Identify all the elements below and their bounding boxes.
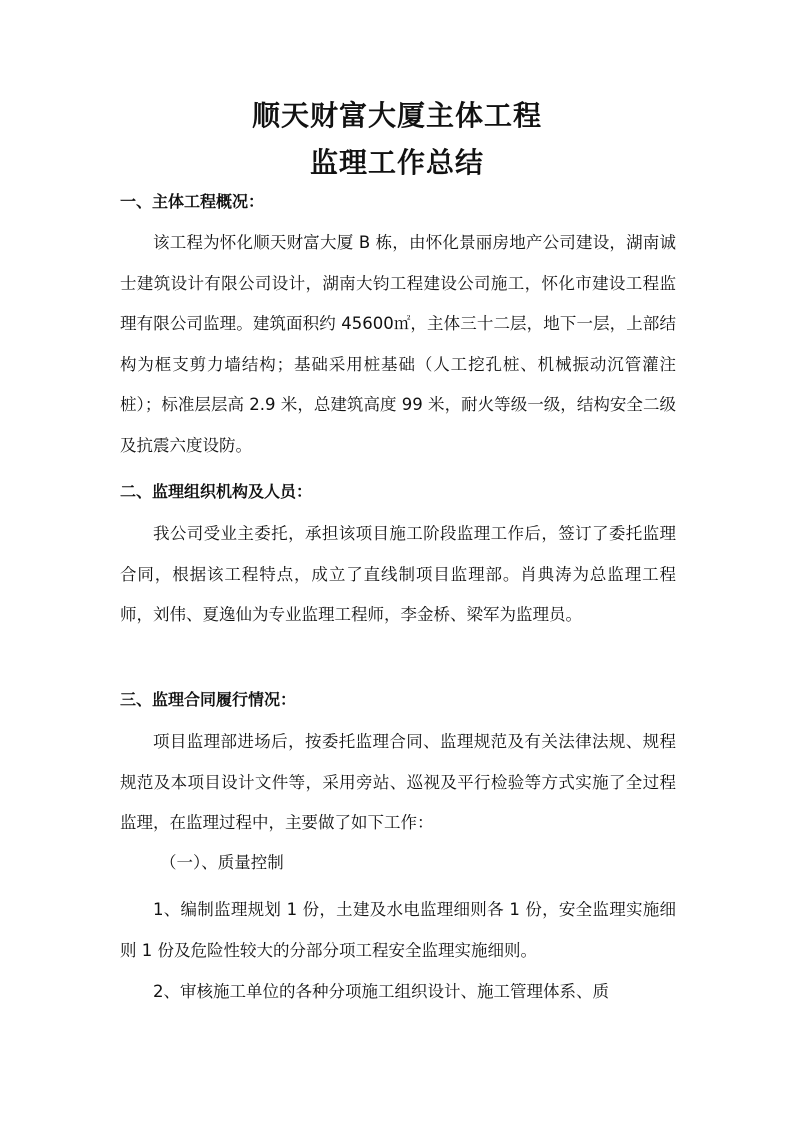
document-title-line1: 顺天财富大厦主体工程 xyxy=(251,99,542,132)
list-item-quality-2: 2、审核施工单位的各种分项施工组织设计、施工管理体系、质 xyxy=(153,982,609,1001)
subheading-quality-control: （一）、质量控制 xyxy=(160,853,284,872)
document-title-line2: 监理工作总结 xyxy=(309,146,484,179)
list-item-quality-1: 1、编制监理规划 1 份，土建及水电监理细则各 1 份，安全监理实施细则 1 份及危险性较大的分部分项工程安全监理实施细则。 xyxy=(120,900,676,960)
section-heading-overview: 一、主体工程概况： xyxy=(120,192,265,211)
section-heading-contract: 三、监理合同履行情况： xyxy=(120,690,297,709)
paragraph-overview: 该工程为怀化顺天财富大厦 B 栋，由怀化景丽房地产公司建设，湖南诚士建筑设计有限公司设计，湖南大钧工程建设公司施工，怀化市建设工程监理有限公司监理。建筑面积约 45600㎡，主体三十二层，地下一层，上部结构为框支剪力墙结构；基础采用桩基础（人工挖孔桩、机械振动沉管灌注桩）；标准层层高 2.9 米，总建筑高度 99 米，耐火等级一级，结构安全二级及抗震六度设防。 xyxy=(120,233,676,455)
section-heading-organization: 二、监理组织机构及人员： xyxy=(120,482,313,501)
paragraph-contract: 项目监理部进场后，按委托监理合同、监理规范及有关法律法规、规程规范及本项目设计文件等，采用旁站、巡视及平行检验等方式实施了全过程监理，在监理过程中，主要做了如下工作： xyxy=(120,732,676,832)
paragraph-organization: 我公司受业主委托，承担该项目施工阶段监理工作后，签订了委托监理合同，根据该工程特点，成立了直线制项目监理部。肖典涛为总监理工程师，刘伟、夏逸仙为专业监理工程师，李金桥、梁军为监理员。 xyxy=(120,524,676,624)
